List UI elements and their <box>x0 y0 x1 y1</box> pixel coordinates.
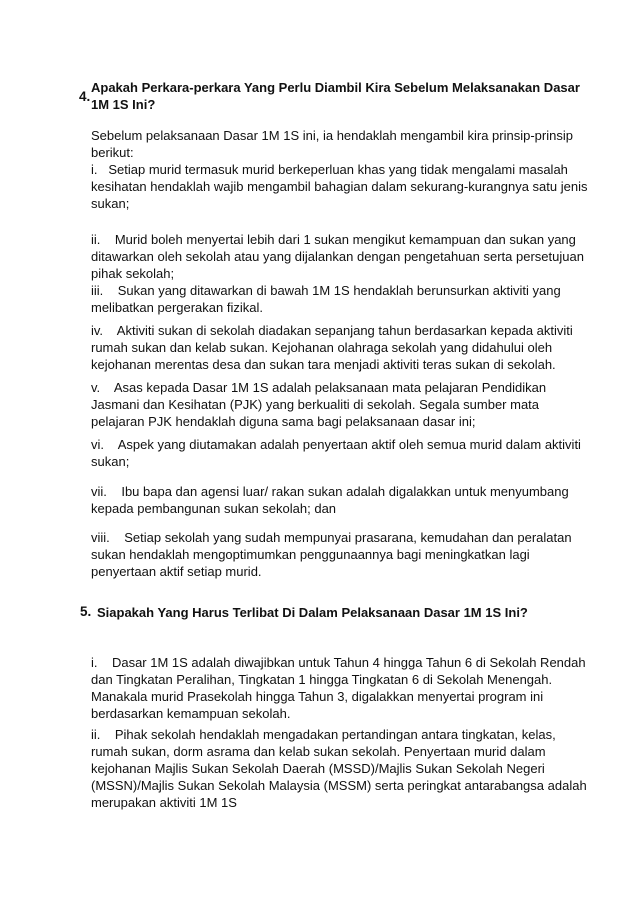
item-label: viii. <box>91 530 110 545</box>
section-4-item-iii <box>91 282 591 316</box>
item-text: Sukan yang ditawarkan di bawah 1M 1S hendaklah berunsurkan aktiviti yang melibatkan pergerakan fizikal. <box>91 283 561 315</box>
item-label: iv. <box>91 323 104 338</box>
section-4-item-i <box>91 161 591 212</box>
item-text: Murid boleh menyertai lebih dari 1 sukan mengikut kemampuan dan sukan yang ditawarkan oleh sekolah atau yang dijalankan dengan pengetahuan serta persetujuan pihak sekolah; <box>91 232 584 281</box>
section-5-item-ii <box>91 726 591 811</box>
item-text: Asas kepada Dasar 1M 1S adalah pelaksanaan mata pelajaran Pendidikan Jasmani dan Kesihatan (PJK) yang berkualiti di sekolah. Segala sumber mata pelajaran PJK hendaklah diguna sama bagi pelaksanaan dasar ini; <box>91 380 547 429</box>
item-label: ii. <box>91 232 101 247</box>
item-text: Setiap murid termasuk murid berkeperluan khas yang tidak mengalami masalah kesihatan hendaklah wajib mengambil bahagian dalam sekurang-kurangnya satu jenis sukan; <box>91 162 588 211</box>
item-text: Aktiviti sukan di sekolah diadakan sepanjang tahun berdasarkan kepada aktiviti rumah sukan dan kelab sukan. Kejohanan olahraga sekolah yang didahului oleh kejohanan merentas desa dan sukan tara menjadi aktiviti teras sukan di sekolah. <box>91 323 573 372</box>
item-label: iii. <box>91 283 104 298</box>
item-text: Pihak sekolah hendaklah mengadakan pertandingan antara tingkatan, kelas, rumah sukan, dorm asrama dan kelab sukan sekolah. Penyertaan murid dalam kejohanan Majlis Sukan Sekolah Daerah (MSSD)/Majlis Sukan Sekolah Negeri (MSSN)/Majlis Sukan Sekolah Malaysia (MSSM) serta peringkat antarabangsa adalah merupakan aktiviti 1M 1S <box>91 727 587 810</box>
section-4-title: Apakah Perkara-perkara Yang Perlu Diambil Kira Sebelum Melaksanakan Dasar 1M 1S Ini? <box>91 80 580 112</box>
section-4-item-vii <box>91 483 591 517</box>
section-4-number: 4. <box>79 89 91 104</box>
section-4-item-v <box>91 379 591 430</box>
item-text: Ibu bapa dan agensi luar/ rakan sukan adalah digalakkan untuk menyumbang kepada pembangunan sukan sekolah; dan <box>91 484 569 516</box>
section-5-title: Siapakah Yang Harus Terlibat Di Dalam Pelaksanaan Dasar 1M 1S Ini? <box>97 605 528 620</box>
item-text: Setiap sekolah yang sudah mempunyai prasarana, kemudahan dan peralatan sukan hendaklah mengoptimumkan penggunaannya bagi meningkatkan lagi penyertaan aktif setiap murid. <box>91 530 572 579</box>
section-4-item-iv <box>91 322 591 373</box>
item-text: Dasar 1M 1S adalah diwajibkan untuk Tahun 4 hingga Tahun 6 di Sekolah Rendah dan Tingkatan Peralihan, Tingkatan 1 hingga Tingkatan 6 di Sekolah Menengah. Manakala murid Prasekolah hingga Tahun 3, digalakkan menyertai program ini berdasarkan kemampuan sekolah. <box>91 655 586 721</box>
item-text: Aspek yang diutamakan adalah penyertaan aktif oleh semua murid dalam aktiviti sukan; <box>91 437 581 469</box>
item-label: v. <box>91 380 101 395</box>
section-4-item-viii <box>91 529 591 580</box>
item-label: ii. <box>91 727 101 742</box>
item-label: i. <box>91 162 98 177</box>
section-5-number: 5. <box>80 604 92 619</box>
section-4-intro: Sebelum pelaksanaan Dasar 1M 1S ini, ia hendaklah mengambil kira prinsip-prinsip berikut: <box>91 128 573 160</box>
item-label: i. <box>91 655 98 670</box>
section-4-item-ii <box>91 231 591 282</box>
item-label: vi. <box>91 437 104 452</box>
item-label: vii. <box>91 484 107 499</box>
section-4-item-vi <box>91 436 591 470</box>
section-5-item-i <box>91 654 591 722</box>
